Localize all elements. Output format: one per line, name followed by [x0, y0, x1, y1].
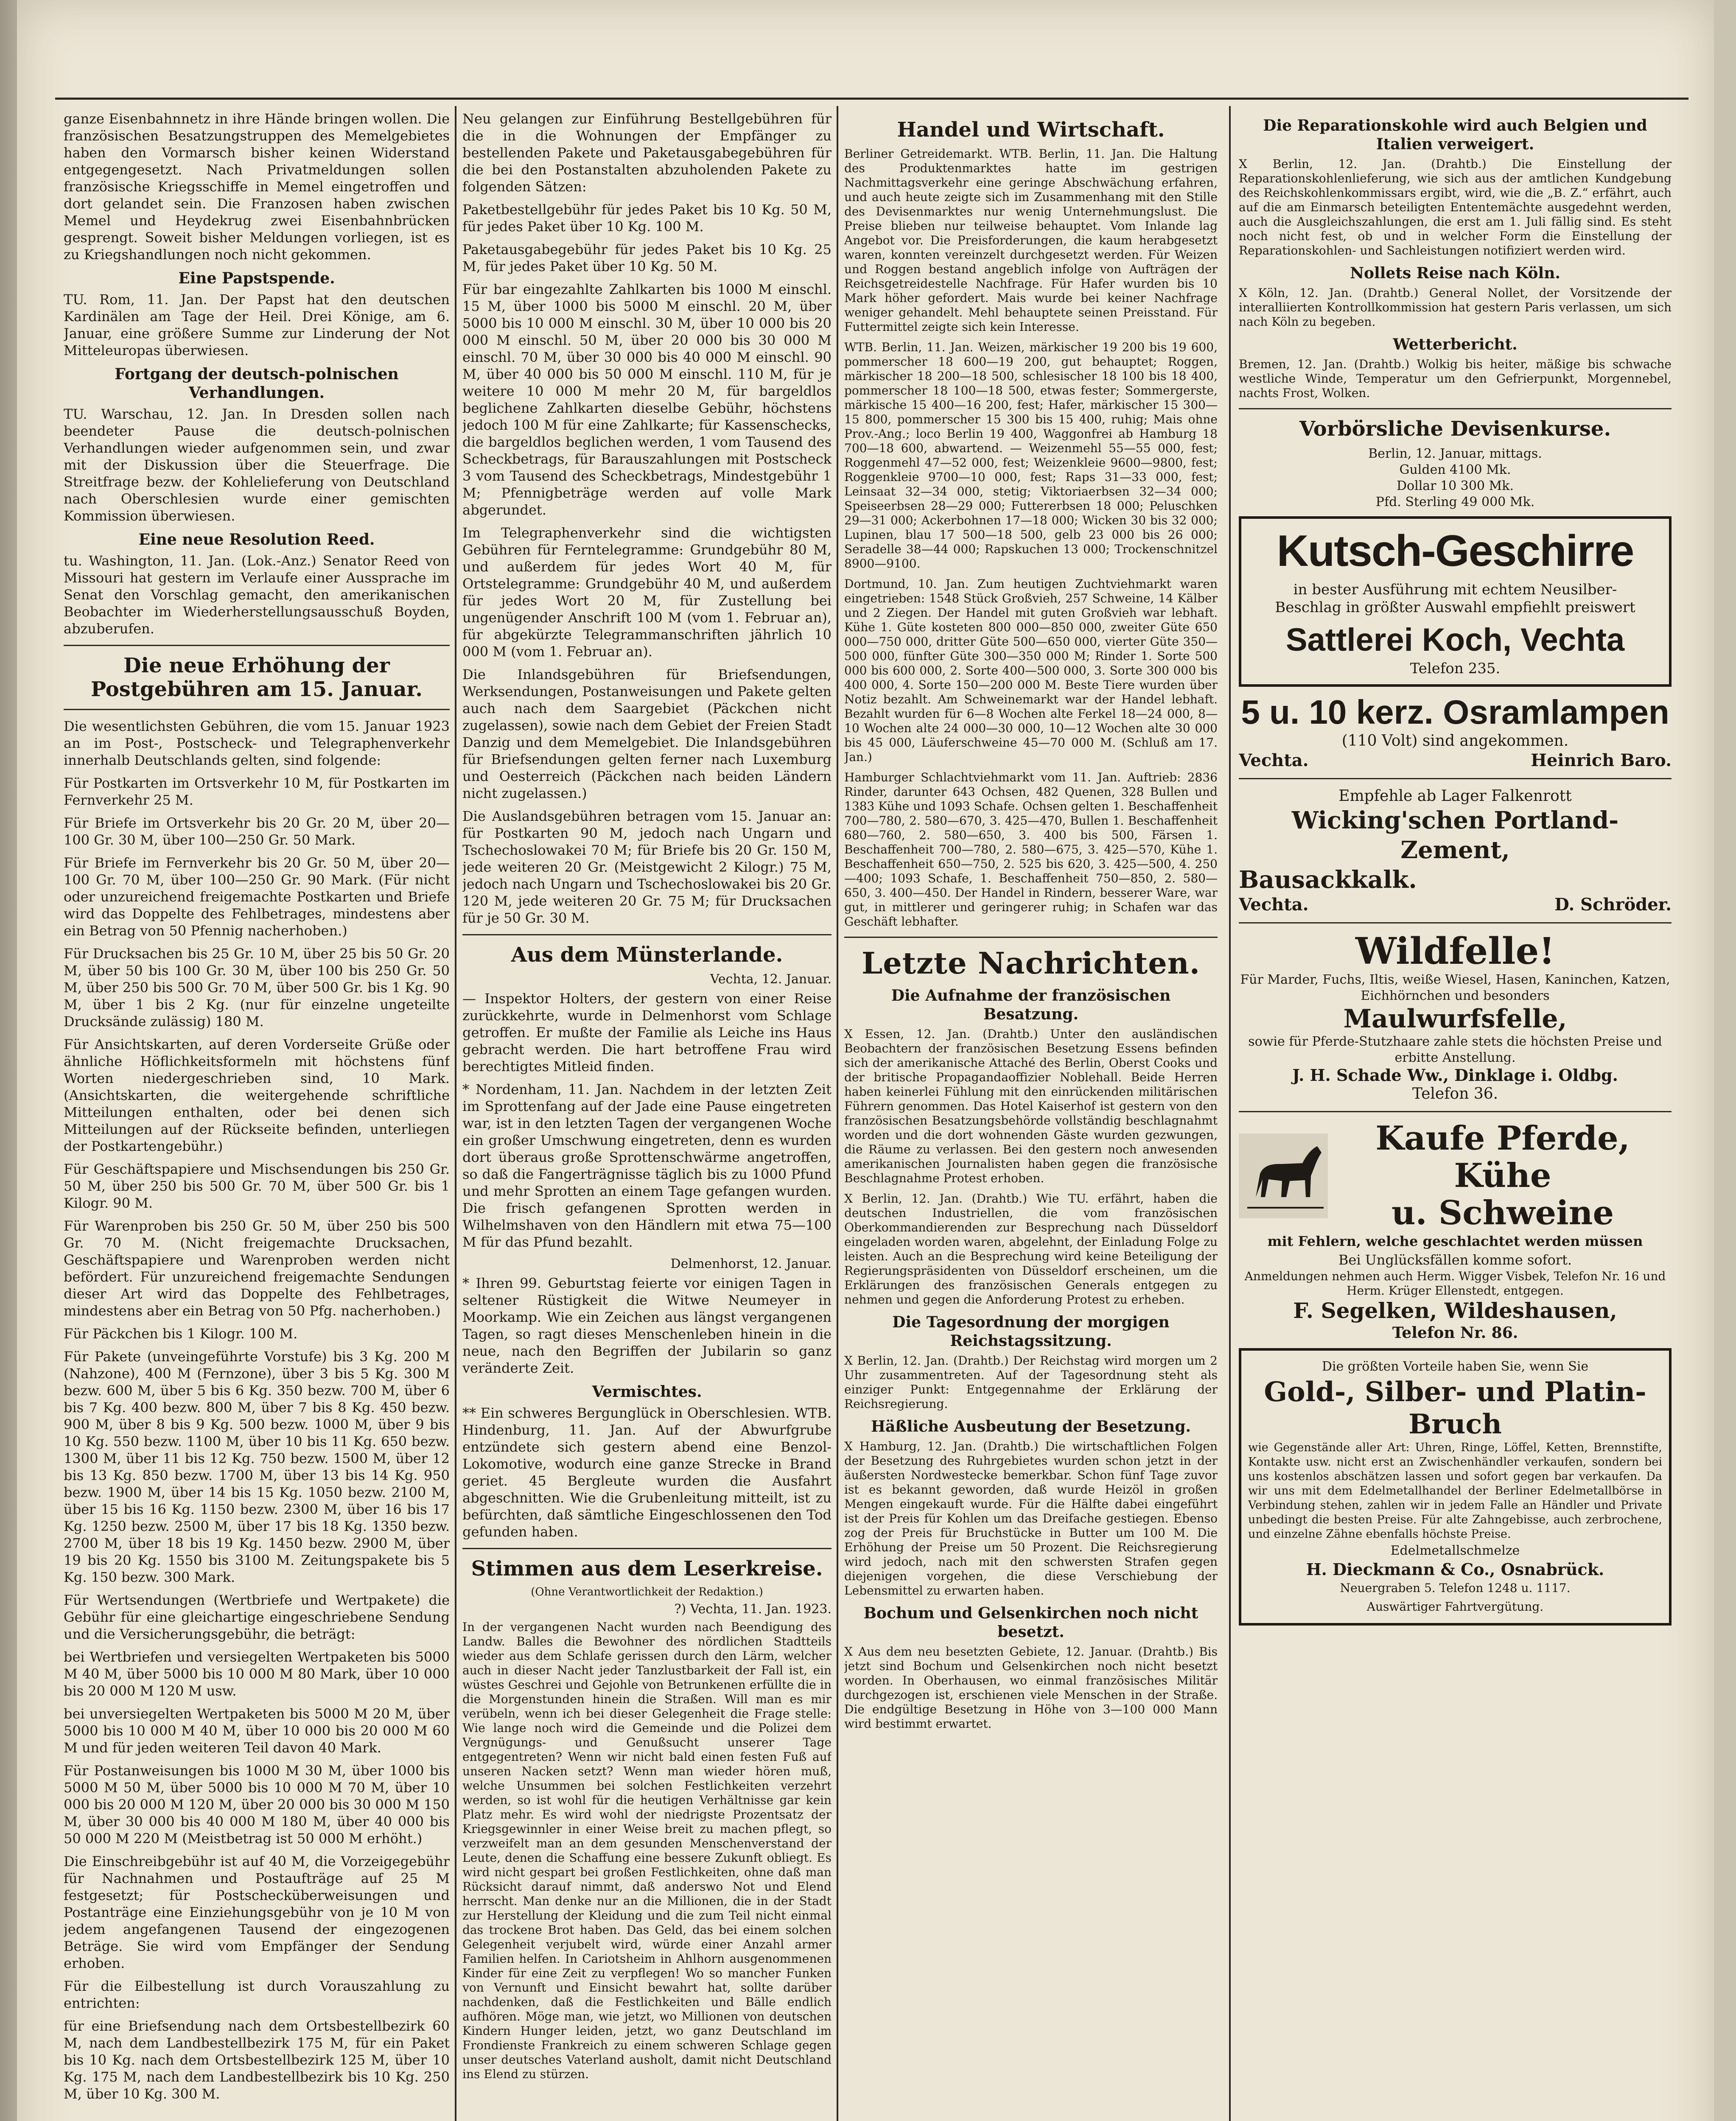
ad-phone: Telefon 235.: [1410, 660, 1501, 677]
ad-text: sowie für Pferde-Stutzhaare zahle stets die höchsten Preise und erbitte Anstellung.: [1248, 1034, 1662, 1065]
article-text: Paketbestellgebühr für jedes Paket bis 10 Kg. 50 M, für jedes Paket über 10 Kg. 100 M.: [462, 201, 832, 235]
ad-title: Kutsch-Geschirre: [1277, 526, 1634, 576]
article-text: X Berlin, 12. Jan. (Drahtb.) Die Einstellung der Reparationskohlenlieferung, wie sich aus der amtlichen Kundgebung des Reichskohlenkommissars ergibt, wird, wie die „B. Z.“ erfährt, auch auf die am Einmarsch beteiligten Ententemächte ausgedehnt werden, auch die Ausgleichszahlungen, die erst am 1. Juli fällig sind. Es steht noch nicht fest, ob und in welcher Form die Einstellung der Reparationskohlen- und Sachleistungen notifiziert werden wird.: [1239, 157, 1672, 257]
article-text: X Köln, 12. Jan. (Drahtb.) General Nollet, der Vorsitzende der interalliierten Kontrollkommission hat gestern Paris verlassen, um sich nach Köln zu begeben.: [1239, 286, 1672, 329]
article-text: Die Einschreibgebühr ist auf 40 M, die Vorzeigegebühr für Nachnahmen und Postaufträge auf 25 M festgesetzt; für Postschecküberweisungen und Postanträge eine Einziehungsgebühr von je 10 M von jedem angefangenen Tausend der eingezogenen Beträge. Sie wird vom Empfänger der Sendung erhoben.: [64, 1853, 450, 1971]
headline-reed: Eine neue Resolution Reed.: [138, 531, 375, 548]
headline-leserkreise: Stimmen aus dem Leserkreise.: [471, 1557, 823, 1581]
article-text: TU. Warschau, 12. Jan. In Dresden sollen nach beendeter Pause die deutsch-polnischen Verhandlungen wieder aufgenommen sein, und zwar mit der Diskussion über die Steuerfrage. Die Streitfrage bezw. der Kohlelieferung von Deutschland nach Oberschlesien wurde einer gemischten Kommission überwiesen.: [64, 406, 450, 524]
article-text: Für Warenproben bis 250 Gr. 50 M, über 250 bis 500 Gr. 70 M. (Nicht freigemachte Drucksachen, Geschäftspapiere und Warenproben werden nicht befördert. Für unzureichend freigemachte Sendungen dieser Art wird das Doppelte des Fehlbetrages, mindestens aber ein Betrag von 50 Pfg. nacherhoben.): [64, 1218, 450, 1319]
ad-title-3: u. Schweine: [1391, 1194, 1614, 1232]
ad-signature: [1239, 895, 1672, 915]
ad-osramlampen: [1239, 693, 1672, 770]
headline-fortgang: Fortgang der deutsch-polnischen Verhandlungen.: [115, 365, 399, 402]
article-text: X Aus dem neu besetzten Gebiete, 12. Januar. (Drahtb.) Bis jetzt sind Bochum und Gelsenkirchen noch nicht besetzt worden. In Oberhausen, wo einmal französisches Militär durchgezogen ist, erschienen viele Menschen in der Straße. Die endgültige Besetzung in Höhe von 3—100 000 Mann wird bestimmt erwartet.: [844, 1645, 1218, 1731]
column-4: [1239, 110, 1672, 2121]
headline-bochum: Bochum und Gelsenkirchen noch nicht besetzt.: [863, 1604, 1198, 1641]
ad-wildfelle: [1239, 931, 1672, 1103]
article-text: für eine Briefsendung nach dem Ortsbestellbezirk 60 M, nach dem Landbestellbezirk 175 M, für ein Paket bis 10 Kg. nach dem Ortsbestellbezirk 125 M, über 10 Kg. 175 M, nach dem Landbestellbezirk bis 10 Kg. 250 M, über 10 Kg. 300 M.: [64, 2018, 450, 2102]
ad-text: Die größten Vorteile haben Sie, wenn Sie: [1322, 1359, 1589, 1374]
header-rule: [55, 98, 1688, 100]
article-text: Die Inlandsgebühren für Briefsendungen, Werksendungen, Postanweisungen und Pakete gelten auch nach dem Saargebiet (Päckchen nicht zugelassen), sowie nach dem Gebiet der Freien Stadt Danzig und dem Memelgebiet. Die Inlandsgebühren für Briefsendungen gelten ferner nach Luxemburg und Oesterreich (Päckchen nach beiden Ländern nicht zugelassen.): [462, 666, 832, 801]
article-text: Für Ansichtskarten, auf deren Vorderseite Grüße oder ähnliche Höflichkeitsformeln mit höchstens fünf Worten niedergeschrieben sind, 10 Mark. (Ansichtskarten, die weitergehende schriftliche Mitteilungen enthalten, oder bei denen sich Mitteilungen auf der Rückseite befinden, unterliegen der Postkartengebühr.): [64, 1036, 450, 1154]
ad-titles: [1334, 1120, 1672, 1232]
headline-letzte-nachrichten: Letzte Nachrichten.: [861, 946, 1201, 981]
ad-town: Vechta.: [1239, 750, 1309, 770]
column-3: [844, 110, 1218, 2121]
ad-kutsch-geschirre: [1239, 516, 1672, 687]
article-text: Für Drucksachen bis 25 Gr. 10 M, über 25 bis 50 Gr. 20 M, über 50 bis 100 Gr. 30 M, über 100 bis 250 Gr. 50 M, über 250 bis 500 Gr. 70 M, über 500 Gr. bis 1 Kg. 90 M, über 1 bis 2 Kg. (nur für einzelne ungeteilte Drucksände zulässig) 180 M.: [64, 946, 450, 1030]
ad-text: mit Fehlern, welche geschlachtet werden müssen: [1267, 1233, 1643, 1249]
ad-text: Für Marder, Fuchs, Iltis, weiße Wiesel, Hasen, Kaninchen, Katzen, Eichhörnchen und besonders: [1240, 972, 1670, 1003]
ad-text: Empfehle ab Lager Falkenrott: [1338, 787, 1572, 805]
ad-signature: [1239, 750, 1672, 770]
ad-firm: F. Segelken, Wildeshausen,: [1293, 1298, 1617, 1323]
divider: [844, 937, 1218, 938]
column-rule: [455, 106, 456, 2121]
headline-muensterlande: Aus dem Münsterlande.: [511, 943, 783, 967]
ad-firm: H. Dieckmann & Co., Osnabrück.: [1306, 1560, 1604, 1579]
article-text: Im Telegraphenverkehr sind die wichtigsten Gebühren für Ferntelegramme: Grundgebühr 80 M, und außerdem für jedes Wort 40 M, für Ortstelegramme: Grundgebühr 40 M, und außerdem für jedes Wort 20 M, für Zustellung bei ungenügender Anschrift 100 M (vom 1. Februar an), für abgekürzte Telegrammanschriften jährlich 10 000 M (vom 1. Februar an).: [462, 525, 832, 660]
ad-text: (110 Volt) sind angekommen.: [1341, 732, 1569, 750]
headline-postgebuehren: Die neue Erhöhung der Postgebühren am 15. Januar.: [90, 654, 423, 701]
article-text: Neu gelangen zur Einführung Bestellgebühren für die in die Wohnungen der Empfänger zu bestellenden Pakete und Paketausgabegebühren für die bei den Postanstalten abzuholenden Pakete zu folgenden Sätzen:: [462, 111, 832, 195]
devisen-item: Pfd. Sterling 49 000 Mk.: [1375, 495, 1535, 509]
article-text: Die Auslandsgebühren betragen vom 15. Januar an: für Postkarten 90 M, jedoch nach Ungarn und Tschechoslowakei 70 M; für Briefe bis 20 Gr. 150 M, jede weiteren 20 Gr. (Meistgewicht 2 Kilogr.) 75 M, jedoch nach Ungarn und Tschechoslowakei bis 20 Gr. 120 M, jede weiteren 20 Gr. 75 M; für Drucksachen für je 50 Gr. 30 M.: [462, 808, 832, 926]
devisen-item: Dollar 10 300 Mk.: [1396, 478, 1514, 493]
article-text: Für Briefe im Ortsverkehr bis 20 Gr. 20 M, über 20—100 Gr. 30 M, über 100—250 Gr. 50 Mark.: [64, 815, 450, 848]
article-text: Für bar eingezahlte Zahlkarten bis 1000 M einschl. 15 M, über 1000 bis 5000 M einschl. 20 M, über 5000 bis 10 000 M einschl. 30 M, über 10 000 bis 20 000 M einschl. 50 M, über 20 000 bis 30 000 M einschl. 70 M, über 30 000 bis 40 000 M einschl. 90 M, über 40 000 bis 50 000 M einschl. 110 M, für je weitere 10 000 M mehr 20 M, für bargeldlos beglichene Zahlkarten dieselbe Gebühr, höchstens jedoch 100 M für eine Zahlkarte; für Kassenschecks, die bargeldlos beglichen werden, 1 vom Tausend des Scheckbetrags, für Barauszahlungen mit Postscheck 3 vom Tausend des Scheckbetrags, Mindestgebühr 1 M; Pfennigbeträge werden auf volle Mark abgerundet.: [462, 281, 832, 518]
divider: [462, 1548, 832, 1549]
ad-note: Auswärtiger Fahrtvergütung.: [1366, 1600, 1544, 1614]
headline-handel: Handel und Wirtschaft.: [897, 118, 1165, 142]
article-text: * Nordenham, 11. Jan. Nachdem in der letzten Zeit im Sprottenfang auf der Jade eine Pause eingetreten war, ist in den letzten Tagen der vergangenen Woche ein großer Umschwung eingetreten, denn es wurden dort überaus große Sprottenschwärme angetroffen, so daß die Fangerträgnisse täglich bis zu 1000 Pfund und mehr Sprotten an einem Tage gefangen wurden. Die frisch gefangenen Sprotten werden in Wilhelmshaven von den Händlern mit etwa 75—100 M für das Pfund bezahlt.: [462, 1081, 832, 1250]
devisen-list: [1239, 446, 1672, 510]
article-text: TU. Rom, 11. Jan. Der Papst hat den deutschen Kardinälen am Tage der Heil. Drei Könige, am 6. Januar, eine größere Summe zur Linderung der Not Mitteleuropas überwiesen.: [64, 291, 450, 358]
column-rule: [837, 106, 838, 2121]
article-text: — Inspektor Holters, der gestern von einer Reise zurückkehrte, wurde in Delmenhorst vom Schlage getroffen. Er mußte der Familie als Leiche ins Haus gebracht werden. Die hart betroffene Frau wird berechtigtes Mitleid finden.: [462, 991, 832, 1074]
article-text: Für Postkarten im Ortsverkehr 10 M, für Postkarten im Fernverkehr 25 M.: [64, 775, 450, 808]
ad-firm: Heinrich Baro.: [1531, 750, 1672, 770]
ad-firm: J. H. Schade Ww., Dinklage i. Oldbg.: [1292, 1066, 1618, 1085]
article-text: Für Pakete (unveingeführte Vorstufe) bis 3 Kg. 200 M (Nahzone), 400 M (Fernzone), über 3 bis 5 Kg. 300 M bezw. 600 M, über 5 bis 6 Kg. 350 bezw. 700 M, über 6 bis 7 Kg. 400 bezw. 800 M, über 7 bis 8 Kg. 450 bezw. 900 M, über 8 bis 9 Kg. 500 bezw. 1000 M, über 9 bis 10 Kg. 550 bezw. 1100 M, über 10 bis 11 Kg. 650 bezw. 1300 M, über 11 bis 12 Kg. 750 bezw. 1500 M, über 12 bis 13 Kg. 850 bezw. 1700 M, über 13 bis 14 Kg. 950 bezw. 1900 M, über 14 bis 15 Kg. 1050 bezw. 2100 M, über 15 bis 16 Kg. 1150 bezw. 2300 M, über 16 bis 17 Kg. 1250 bezw. 2500 M, über 17 bis 18 Kg. 1350 bezw. 2700 M, über 18 bis 19 Kg. 1450 bezw. 2900 M, über 19 bis 20 Kg. 1550 bis 3100 M. Zeitungspakete bis 5 Kg. 150 bezw. 300 Mark.: [64, 1349, 450, 1585]
horse-illustration-icon: [1239, 1133, 1328, 1218]
headline-reparationskohle: Die Reparationskohle wird auch Belgien und Italien verweigert.: [1263, 117, 1647, 153]
ad-header: [1239, 1120, 1672, 1232]
article-text: Für Briefe im Fernverkehr bis 20 Gr. 50 M, über 20—100 Gr. 70 M, über 100—250 Gr. 90 Mark. (Für nicht oder unzureichend freigemachte Postkarten und Briefe wird das Doppelte des Fehlbetrages, mindestens aber ein Betrag von 50 Pfennig nacherhoben.): [64, 855, 450, 939]
disclaimer: (Ohne Verantwortlichkeit der Redaktion.): [531, 1586, 763, 1598]
ad-title: 5 u. 10 kerz. Osramlampen: [1241, 693, 1669, 731]
divider: [64, 709, 450, 710]
column-2: [462, 110, 832, 2121]
headline-devisenkurse: Vorbörsliche Devisenkurse.: [1299, 417, 1611, 441]
headline-nollet: Nollets Reise nach Köln.: [1350, 264, 1560, 282]
headline-wetterbericht: Wetterbericht.: [1393, 336, 1518, 353]
ad-phone: Telefon 36.: [1412, 1085, 1498, 1102]
article-text: * Ihren 99. Geburtstag feierte vor einigen Tagen in seltener Rüstigkeit die Witwe Neumeyer in Moorkamp. Wie ein Zeichen aus längst vergangenen Tagen, so ragt dieses Menschenleben hinein in die neue, nach den Begriffen der Jubilarin so ganz veränderte Zeit.: [462, 1275, 832, 1376]
ad-phone: Telefon Nr. 86.: [1392, 1324, 1518, 1342]
dateline: ?) Vechta, 11. Jan. 1923.: [674, 1602, 832, 1617]
ad-text: Bei Unglücksfällen komme sofort.: [1338, 1252, 1572, 1268]
ad-firm: Sattlerei Koch, Vechta: [1285, 622, 1625, 658]
article-text: Hamburger Schlachtviehmarkt vom 11. Jan. Auftrieb: 2836 Rinder, darunter 643 Ochsen, 482 Quenen, 328 Bullen und 1383 Kühe und 1093 Schafe. Ochsen gelten 1. Beschaffenheit 700—780, 2. 580—670, 3. 425—470, Bullen 1. Beschaffenheit 680—760, 2. 580—650, 3. 400 bis 500, Färsen 1. Beschaffenheit 700—780, 2. 580—675, 3. 425—570, Kühe 1. Beschaffenheit 650—750, 2. 525 bis 620, 3. 425—500, 4. 250—400; 1093 Schafe, 1. Beschaffenheit 750—850, 2. 580—650, 3. 400—450. Der Handel in Rindern, besserer Ware, war gut, in mittlerer und geringerer ruhig; in Schafen war das Geschäft lebhafter.: [844, 770, 1218, 929]
divider: [1239, 408, 1672, 409]
article-text: In der vergangenen Nacht wurden nach Beendigung des Landw. Balles die Bewohner des nördlichen Stadtteils wieder aus dem Schlafe gerissen durch den Lärm, welcher auch in dieser Nacht jeder Tanzlustbarkeit der Fall ist, ein wüstes Geschrei und Gejohle von Betrunkenen erfüllte die in die Morgenstunden hinein die Straßen. Will man es mir verübeln, wenn ich bei dieser Gelegenheit die Frage stelle: Wie lange noch wird die Gemeinde und die Polizei dem Vergnügungs- und Genußsucht unserer Tage entgegentreten? Wenn wir nicht bald einen festen Fuß auf unseren Nacken setzt? Wenn man wieder hören muß, welche Unsummen bei solchen Festlichkeiten verzehrt werden, so ist wohl für die heutigen Verhältnisse gar kein Platz mehr. Es wird wohl der niedrigste Prozentsatz der Kriegsgewinnler in einer Weise breit zu machen pflegt, so verzweifelt man an dem gesunden Menschenverstand der Leute, denen die Schaffung eine bessere Zukunft obliegt. Es wird nicht gespart bei großen Festlichkeiten, ohne daß man Rücksicht darauf nimmt, daß anderswo Not und Elend herrscht. Man denke nur an die Millionen, die in der Stadt zur Herstellung der Kleidung und die zum Teil nicht einmal das trockene Brot haben. Das Geld, das bei einem solchen Gelegenheit verjubelt wird, würde einer Anzahl armer Familien helfen. In Cariotsheim in Ahlhorn ausgenommenen Kinder für eine Zeit zu verpflegen! Wo so mancher Funken von Vernunft und Einsicht bewahrt hat, sollte darüber nachdenken, daß die Festlichkeiten und Bälle endlich aufhören. Möge man, wie jetzt, wo Millionen von deutschen Kindern Hunger leiden, jetzt, wo ganz Deutschland im Frondienste Frankreich zu einem schweren Schlage gegen unser deutsches Vaterland ausholt, damit nicht Deutschland ins Elend zu stürzen.: [462, 1620, 832, 2081]
ad-kaufe-pferde: [1239, 1120, 1672, 1342]
dateline: Vechta, 12. Januar.: [710, 972, 832, 987]
article-text: X Berlin, 12. Jan. (Drahtb.) Der Reichstag wird morgen um 2 Uhr zusammentreten. Auf der Tagesordnung steht als einziger Punkt: Entgegennahme der Erklärung der Reichsregierung.: [844, 1354, 1218, 1411]
dateline: Delmenhorst, 12. Januar.: [670, 1256, 832, 1271]
article-text: Für Geschäftspapiere und Mischsendungen bis 250 Gr. 50 M, über 250 bis 500 Gr. 70 M, über 500 Gr. bis 1 Kilogr. 90 M.: [64, 1161, 450, 1211]
ad-firm: D. Schröder.: [1554, 895, 1672, 915]
ad-subtitle: Bausackkalk.: [1239, 866, 1417, 894]
ad-text: in bester Ausführung mit echtem Neusilber-Beschlag in größter Auswahl empfiehlt preiswert: [1275, 581, 1635, 616]
ad-address: Neuergraben 5. Telefon 1248 u. 1117.: [1340, 1581, 1571, 1595]
column-1: [64, 110, 450, 2121]
article-text: X Essen, 12. Jan. (Drahtb.) Unter den ausländischen Beobachtern der französischen Besetzung Essens befinden sich der amerikanische Attaché des Berlin, Oberst Cooks und der britische Propagandaoffizier Noblehall. Beide Herren haben keinerlei Fühlung mit den einrückenden militärischen Führern genommen. Das Hotel Kaiserhof ist gestern von den französischen Besatzungsbehörde vollständig beschlagnahmt worden und die dort wohnenden Gäste wurden gezwungen, die Räume zu verlassen. Bei den gestern noch anwesenden amerikanischen Journalisten haben gegen die französische Beschlagnahme Protest erhoben.: [844, 1027, 1218, 1185]
ad-text: wie Gegenstände aller Art: Uhren, Ringe, Löffel, Ketten, Brennstifte, Kontakte usw. nicht erst an Zwischenhändler verkaufen, sondern bei uns kostenlos abschätzen lassen und sofort gegen bar verkaufen. Da wir uns mit dem Edelmetallhandel der Berliner Edelmetallbörse in Verbindung stehen, zahlen wir in jedem Falle an Händler und Private unbedingt die besten Preise. Für alte Zahngebisse, auch zerbrochene, und einzelne Zähne ebenfalls höchste Preise.: [1248, 1441, 1662, 1541]
devisen-item: Gulden 4100 Mk.: [1399, 462, 1511, 477]
article-text: bei unversiegelten Wertpaketen bis 5000 M 20 M, über 5000 bis 10 000 M 40 M, über 10 000 bis 20 000 M 60 M und für jeden weiteren Teil davon 40 Mark.: [64, 1706, 450, 1756]
article-text: ganze Eisenbahnnetz in ihre Hände bringen wollen. Die französischen Besatzungstruppen des Memelgebietes haben den Vormarsch bisher keinen Widerstand entgegengesetzt. Nach Privatmeldungen sollen französische Kriegsschiffe in Memel eingetroffen und dort gelandet sein. Die Franzosen haben zwischen Memel und Heydekrug zwei Eisenbahnbrücken gesprengt. Soweit bisher Meldungen vorliegen, ist es zu Kriegshandlungen noch nicht gekommen.: [64, 111, 450, 263]
divider: [1239, 1111, 1672, 1112]
ad-title-2: Maulwurfsfelle,: [1343, 1004, 1567, 1034]
headline-vermischtes: Vermischtes.: [592, 1383, 702, 1401]
article-text: ** Ein schweres Bergunglück in Oberschlesien. WTB. Hindenburg, 11. Jan. Auf der Abwurfgrube entzündete sich gestern abend eine Benzol-Lokomotive, wodurch eine ganze Strecke in Brand geriet. 45 Bergleute wurden die Ausfahrt abgeschnitten. Wie die Grubenleitung mitteilt, ist zu befürchten, daß sämtliche Eingeschlossenen den Tod gefunden haben.: [462, 1405, 832, 1540]
article-text: Die wesentlichsten Gebühren, die vom 15. Januar 1923 an im Post-, Postscheck- und Telegraphenverkehr innerhalb Deutschlands gelten, sind folgende:: [64, 718, 450, 768]
divider: [1239, 778, 1672, 779]
divider: [1239, 922, 1672, 923]
devisen-date: Berlin, 12. Januar, mittags.: [1368, 446, 1542, 461]
ad-title-2: Kühe: [1454, 1156, 1551, 1195]
ad-title: Wicking'schen Portland-Zement,: [1291, 806, 1619, 864]
article-text: Für Wertsendungen (Wertbriefe und Wertpakete) die Gebühr für eine gleichartige eingeschriebene Sendung und die Versicherungsgebühr, die beträgt:: [64, 1592, 450, 1642]
headline-aufnahme: Die Aufnahme der französischen Besatzung.: [891, 987, 1171, 1023]
divider: [64, 645, 450, 646]
article-text: X Berlin, 12. Jan. (Drahtb.) Wie TU. erfährt, haben die deutschen Industriellen, die vom französischen Oberkommandierenden zur Besprechung nach Düsseldorf eingeladen worden waren, abgelehnt, der Einladung Folge zu leisten. Auch an die Besprechung wird keine Beteiligung der Regierungspräsidenten von Düsseldorf erscheinen, um die Erklärungen des französischen Generals entgegen zu nehmen und gegen die Anforderung Protest zu erheben.: [844, 1192, 1218, 1307]
headline-ausbeutung: Häßliche Ausbeutung der Besetzung.: [871, 1418, 1191, 1435]
article-text: Für die Eilbestellung ist durch Vorauszahlung zu entrichten:: [64, 1978, 450, 2011]
article-text: WTB. Berlin, 11. Jan. Weizen, märkischer 19 200 bis 19 600, pommerscher 18 600—19 200, gut behauptet; Roggen, märkischer 18 200—18 500, schlesischer 18 100 bis 18 400, pommerscher 18 100—18 500, etwas fester; Sommergerste, märkische 15 400—16 200, fest; Hafer, märkischer 15 300—15 800, pommerscher 15 300 bis 15 400, ruhig; Mais ohne Prov.-Ang.; loco Berlin 19 400, Waggonfrei ab Hamburg 18 700—18 600, abwartend. — Weizenmehl 55—55 000, fest; Roggenmehl 47—52 000, fest; Weizenkleie 9600—9800, fest; Roggenkleie 9700—10 000, fest; Raps 31—33 000, fest; Leinsaat 32—34 000, stetig; Viktoriaerbsen 32—34 000; Speiseerbsen 28—29 000; Futtererbsen 18 000; Peluschken 29—31 000; Ackerbohnen 17—18 000; Wicken 30 bis 32 000; Lupinen, blau 17 500—18 500, gelb 23 000 bis 26 000; Seradelle 38—44 000; Rapskuchen 13 000; Trockenschnitzel 8900—9100.: [844, 340, 1218, 571]
ad-town: Vechta.: [1239, 895, 1309, 915]
headline-papstspende: Eine Papstspende.: [178, 269, 335, 287]
ad-goldbruch: [1239, 1348, 1672, 1626]
column-rule: [1229, 106, 1231, 2121]
article-text: Paketausgabegebühr für jedes Paket bis 10 Kg. 25 M, für jedes Paket über 10 Kg. 50 M.: [462, 241, 832, 274]
headline-tagesordnung: Die Tagesordnung der morgigen Reichstagssitzung.: [892, 1313, 1170, 1350]
ad-portland-zement: [1239, 787, 1672, 915]
postgebuehren-article: [64, 718, 450, 2102]
article-text: tu. Washington, 11. Jan. (Lok.-Anz.) Senator Reed von Missouri hat gestern im Verlaufe einer Aussprache im Senat den Vorschlag gemacht, den amerikanischen Beobachter im Wiederherstellungsausschuß Boyden, abzuberufen.: [64, 553, 450, 637]
article-text: Berliner Getreidemarkt. WTB. Berlin, 11. Jan. Die Haltung des Produktenmarktes hatte im gestrigen Nachmittagsverkehr eine geringe Abschwächung erfahren, und auch heute zeigte sich im Zusammenhang mit den Stille des Devisenmarktes nur wenig Unternehmungslust. Die Preise blieben nur teilweise behauptet. Vom Inlande lag Angebot vor. Die Preisforderungen, die kaum herabgesetzt waren, konnten vereinzelt durchgesetzt werden. Für Weizen und Roggen bestand angeblich infolge von Aufträgen der Reichsgetreidestelle Nachfrage. Für Hafer wurden bis 10 Mark höher gefordert. Mais wurde bei keiner Nachfrage weniger gehandelt. Mehl behauptete seinen Preisstand. Für Futtermittel zeigte sich kein Interesse.: [844, 147, 1218, 334]
ad-firm-sub: Edelmetallschmelze: [1390, 1543, 1520, 1558]
ad-title: Wildfelle!: [1355, 930, 1555, 973]
ad-title: Kaufe Pferde,: [1375, 1119, 1630, 1158]
divider: [462, 934, 832, 935]
article-text: X Hamburg, 12. Jan. (Drahtb.) Die wirtschaftlichen Folgen der Besetzung des Ruhrgebietes wurden schon jetzt in der äußersten Nordwestecke bemerkbar. Schon fünf Tage zuvor ist es bekannt geworden, daß wurde Heizöl in großen Mengen eingekauft wurde. Für die Hälfte dabei eingeführt ist der Preis für Kohlen um das Dreifache gestiegen. Ebenso zog der Preis für Bruchstücke in Butter um 100 M. Die Erhöhung der Preise um 50 Prozent. Die Reichsregierung wird jedoch, nach mit den schwersten Strafen gegen diejenigen vorgehen, die diese Verschiebung der Lebensmittel zu erwarten haben.: [844, 1439, 1218, 1598]
article-text: bei Wertbriefen und versiegelten Wertpaketen bis 5000 M 40 M, über 5000 bis 10 000 M 80 Mark, über 10 000 bis 20 000 M 120 M usw.: [64, 1649, 450, 1699]
article-text: Bremen, 12. Jan. (Drahtb.) Wolkig bis heiter, mäßige bis schwache westliche Winde, Temperatur um den Gefrierpunkt, Morgennebel, nachts Frost, Wolken.: [1239, 357, 1672, 400]
article-text: Dortmund, 10. Jan. Zum heutigen Zuchtviehmarkt waren eingetrieben: 1548 Stück Großvieh, 257 Schweine, 14 Kälber und 2 Ziegen. Der Handel mit guten Großvieh war lebhaft. Kühe 1. Güte kosteten 800 000—850 000, zweiter Güte 650 000—750 000, dritter Güte 500—650 000, vierter Güte 350—500 000, fünfter Güte 300—350 000 M; Rinder 1. Sorte 500 000 bis 600 000, 2. Sorte 400—500 000, 3. Sorte 300 000 bis 400 000, 4. Sorte 150—200 000 M. Beste Tiere wurden über Notiz bezahlt. Am Schweinemarkt war der Handel lebhaft. Bezahlt wurden für 6—8 Wochen alte Ferkel 18—24 000, 8—10 Wochen alte 24 000—30 000, 10—12 Wochen alte 30 000 bis 45 000, Läuferschweine 45—70 000 M. (Schluß am 17. Jan.): [844, 577, 1218, 764]
ad-text: Anmeldungen nehmen auch Herm. Wigger Visbek, Telefon Nr. 16 und Herm. Krüger Ellenstedt, entgegen.: [1244, 1269, 1666, 1298]
article-text: Für Postanweisungen bis 1000 M 30 M, über 1000 bis 5000 M 50 M, über 5000 bis 10 000 M 70 M, über 10 000 bis 20 000 M 120 M, über 20 000 bis 30 000 M 150 M, über 30 000 bis 40 000 M 180 M, über 40 000 bis 50 000 M 220 M (Meistbetrag ist 50 000 M erhöht.): [64, 1763, 450, 1847]
ad-title: Gold-, Silber- und Platin-Bruch: [1264, 1376, 1646, 1440]
article-text: Für Päckchen bis 1 Kilogr. 100 M.: [64, 1326, 298, 1342]
